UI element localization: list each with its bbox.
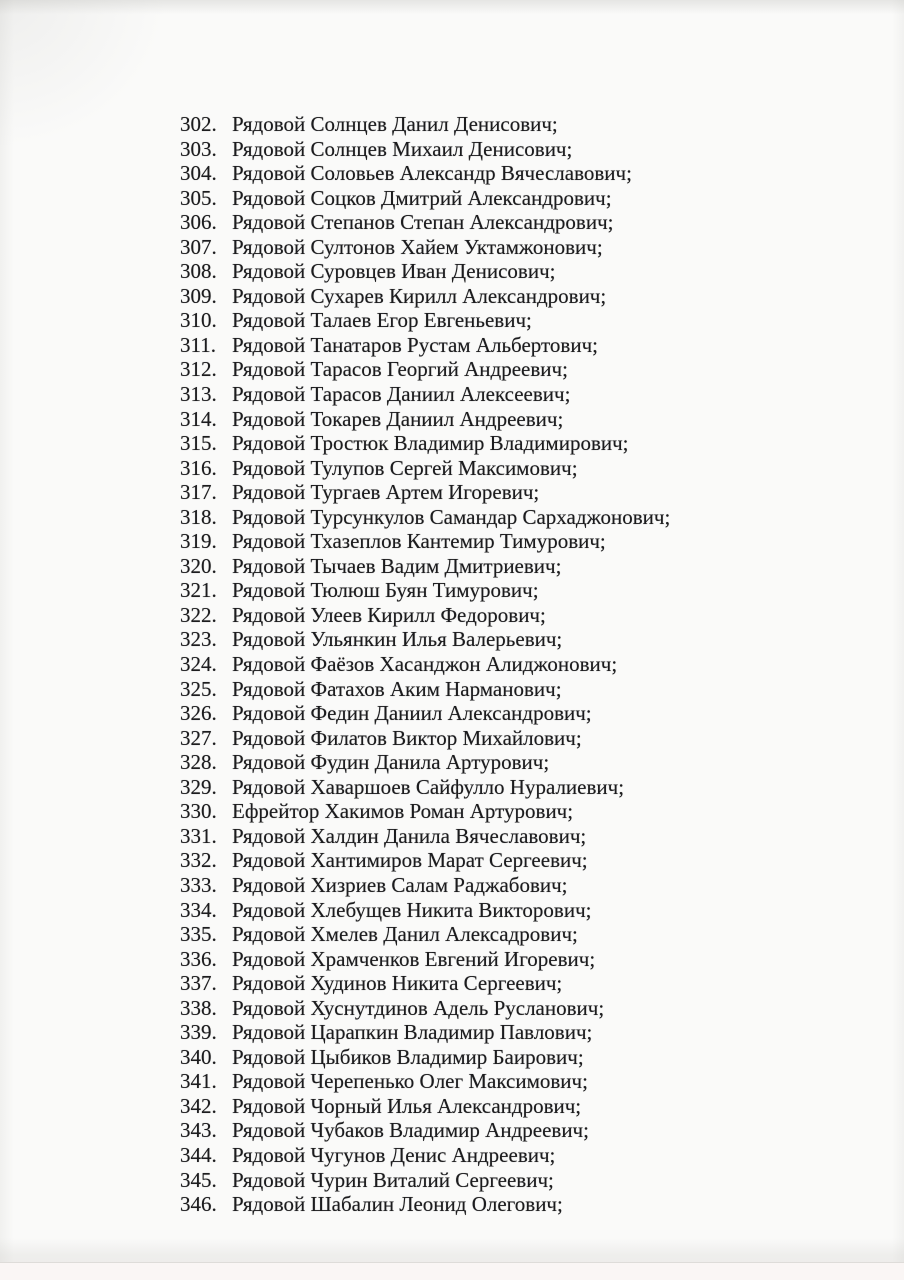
item-number: 330. <box>180 799 217 824</box>
list-item <box>180 431 670 456</box>
item-text: Рядовой Федин Даниил Александрович; <box>232 701 592 726</box>
item-text: Рядовой Фудин Данила Артурович; <box>232 750 550 775</box>
scan-artifact-right-edge <box>892 0 904 1280</box>
list-item <box>180 259 670 284</box>
list-item <box>180 1143 670 1168</box>
item-text: Рядовой Тхазеплов Кантемир Тимурович; <box>232 529 606 554</box>
item-text: Рядовой Цыбиков Владимир Баирович; <box>232 1044 584 1069</box>
item-number: 333. <box>180 872 217 897</box>
item-number: 344. <box>180 1142 217 1167</box>
item-number: 325. <box>180 676 217 701</box>
item-number: 345. <box>180 1167 217 1192</box>
list-item <box>180 1094 670 1119</box>
item-number: 306. <box>180 210 217 235</box>
list-item <box>180 161 670 186</box>
item-number: 315. <box>180 431 217 456</box>
list-item <box>180 677 670 702</box>
list-item <box>180 112 670 137</box>
list-item <box>180 701 670 726</box>
list-item <box>180 382 670 407</box>
item-number: 338. <box>180 995 217 1020</box>
list-item <box>180 996 670 1021</box>
item-text: Рядовой Сухарев Кирилл Александрович; <box>232 283 607 308</box>
item-text: Рядовой Хуснутдинов Адель Русланович; <box>232 995 605 1020</box>
item-text: Рядовой Хмелев Данил Алексадрович; <box>232 922 578 947</box>
item-text: Рядовой Тарасов Георгий Андреевич; <box>232 357 568 382</box>
scan-artifact-bottom-strip <box>0 1262 904 1280</box>
item-text: Рядовой Тургаев Артем Игоревич; <box>232 480 540 505</box>
item-number: 310. <box>180 308 217 333</box>
item-text: Рядовой Хаваршоев Сайфулло Нуралиевич; <box>232 774 625 799</box>
list-item <box>180 284 670 309</box>
list-item <box>180 947 670 972</box>
list-item <box>180 529 670 554</box>
item-text: Рядовой Черепенько Олег Максимович; <box>232 1069 588 1094</box>
item-number: 307. <box>180 234 217 259</box>
item-number: 341. <box>180 1069 217 1094</box>
list-item <box>180 922 670 947</box>
item-number: 322. <box>180 602 217 627</box>
list-item <box>180 210 670 235</box>
list-item <box>180 137 670 162</box>
item-text: Рядовой Тычаев Вадим Дмитриевич; <box>232 553 562 578</box>
item-text: Рядовой Токарев Даниил Андреевич; <box>232 406 564 431</box>
item-text: Рядовой Улеев Кирилл Федорович; <box>232 602 546 627</box>
item-text: Рядовой Соцков Дмитрий Александрович; <box>232 185 612 210</box>
item-text: Рядовой Храмченков Евгений Игоревич; <box>232 946 596 971</box>
item-number: 321. <box>180 578 217 603</box>
item-number: 340. <box>180 1044 217 1069</box>
item-number: 309. <box>180 283 217 308</box>
list-item <box>180 848 670 873</box>
list-item <box>180 554 670 579</box>
list-item <box>180 407 670 432</box>
list-item <box>180 357 670 382</box>
list-item <box>180 1118 670 1143</box>
item-text: Рядовой Тарасов Даниил Алексеевич; <box>232 382 571 407</box>
item-text: Рядовой Хизриев Салам Раджабович; <box>232 872 568 897</box>
item-number: 312. <box>180 357 217 382</box>
list-item <box>180 1192 670 1217</box>
item-number: 337. <box>180 971 217 996</box>
item-number: 308. <box>180 259 217 284</box>
item-text: Рядовой Солнцев Михаил Денисович; <box>232 136 573 161</box>
item-number: 304. <box>180 161 217 186</box>
item-text: Рядовой Хлебущев Никита Викторович; <box>232 897 592 922</box>
item-number: 323. <box>180 627 217 652</box>
list-item <box>180 1020 670 1045</box>
item-number: 302. <box>180 112 217 136</box>
item-number: 328. <box>180 750 217 775</box>
item-text: Рядовой Тростюк Владимир Владимирович; <box>232 431 629 456</box>
item-number: 318. <box>180 504 217 529</box>
item-number: 319. <box>180 529 217 554</box>
item-number: 314. <box>180 406 217 431</box>
scan-artifact-top-edge <box>0 0 904 16</box>
item-text: Рядовой Фатахов Аким Нарманович; <box>232 676 562 701</box>
item-number: 332. <box>180 848 217 873</box>
item-text: Рядовой Степанов Степан Александрович; <box>232 210 614 235</box>
item-text: Ефрейтор Хакимов Роман Артурович; <box>232 799 574 824</box>
item-text: Рядовой Чугунов Денис Андреевич; <box>232 1142 556 1167</box>
list-item <box>180 603 670 628</box>
item-text: Рядовой Солнцев Данил Денисович; <box>232 112 558 136</box>
scan-artifact-left-edge <box>0 0 14 1280</box>
item-number: 343. <box>180 1118 217 1143</box>
list-item <box>180 333 670 358</box>
list-item <box>180 652 670 677</box>
item-text: Рядовой Чорный Илья Александрович; <box>232 1093 582 1118</box>
item-number: 331. <box>180 823 217 848</box>
list-item <box>180 505 670 530</box>
item-number: 313. <box>180 382 217 407</box>
item-text: Рядовой Тулупов Сергей Максимович; <box>232 455 578 480</box>
item-number: 324. <box>180 652 217 677</box>
item-number: 303. <box>180 136 217 161</box>
list-item <box>180 186 670 211</box>
item-number: 335. <box>180 922 217 947</box>
list-item <box>180 873 670 898</box>
scan-artifact-top-left-corner <box>0 0 180 160</box>
list-item <box>180 824 670 849</box>
item-text: Рядовой Чурин Виталий Сергеевич; <box>232 1167 554 1192</box>
scan-artifact-bottom-mottle <box>0 1238 904 1262</box>
list-item <box>180 235 670 260</box>
list-item <box>180 1168 670 1193</box>
item-number: 326. <box>180 701 217 726</box>
item-text: Рядовой Хантимиров Марат Сергеевич; <box>232 848 588 873</box>
item-number: 329. <box>180 774 217 799</box>
item-text: Рядовой Филатов Виктор Михайлович; <box>232 725 582 750</box>
item-number: 342. <box>180 1093 217 1118</box>
item-number: 305. <box>180 185 217 210</box>
item-number: 311. <box>180 332 216 357</box>
personnel-list <box>180 112 670 1217</box>
list-item <box>180 775 670 800</box>
item-number: 339. <box>180 1020 217 1045</box>
list-item <box>180 308 670 333</box>
list-item <box>180 480 670 505</box>
item-text: Рядовой Тюлюш Буян Тимурович; <box>232 578 539 603</box>
item-number: 327. <box>180 725 217 750</box>
item-text: Рядовой Царапкин Владимир Павлович; <box>232 1020 593 1045</box>
item-text: Рядовой Чубаков Владимир Андреевич; <box>232 1118 589 1143</box>
item-text: Рядовой Ульянкин Илья Валерьевич; <box>232 627 563 652</box>
list-item <box>180 456 670 481</box>
item-text: Рядовой Шабалин Леонид Олегович; <box>232 1192 563 1217</box>
list-item <box>180 750 670 775</box>
list-item <box>180 898 670 923</box>
item-text: Рядовой Фаёзов Хасанджон Алиджонович; <box>232 652 618 677</box>
list-item <box>180 799 670 824</box>
item-text: Рядовой Худинов Никита Сергеевич; <box>232 971 563 996</box>
item-number: 320. <box>180 553 217 578</box>
item-text: Рядовой Суровцев Иван Денисович; <box>232 259 556 284</box>
list-item <box>180 971 670 996</box>
item-number: 346. <box>180 1192 217 1217</box>
list-item <box>180 726 670 751</box>
item-number: 336. <box>180 946 217 971</box>
list-item <box>180 627 670 652</box>
item-text: Рядовой Танатаров Рустам Альбертович; <box>232 332 598 357</box>
item-text: Рядовой Талаев Егор Евгеньевич; <box>232 308 532 333</box>
list-item <box>180 1069 670 1094</box>
item-number: 334. <box>180 897 217 922</box>
item-text: Рядовой Халдин Данила Вячеславович; <box>232 823 587 848</box>
item-text: Рядовой Султонов Хайем Уктамжонович; <box>232 234 603 259</box>
list-item <box>180 1045 670 1070</box>
list-item <box>180 578 670 603</box>
item-number: 316. <box>180 455 217 480</box>
item-text: Рядовой Соловьев Александр Вячеславович; <box>232 161 632 186</box>
item-text: Рядовой Турсункулов Самандар Сархаджонович; <box>232 504 671 529</box>
item-number: 317. <box>180 480 217 505</box>
